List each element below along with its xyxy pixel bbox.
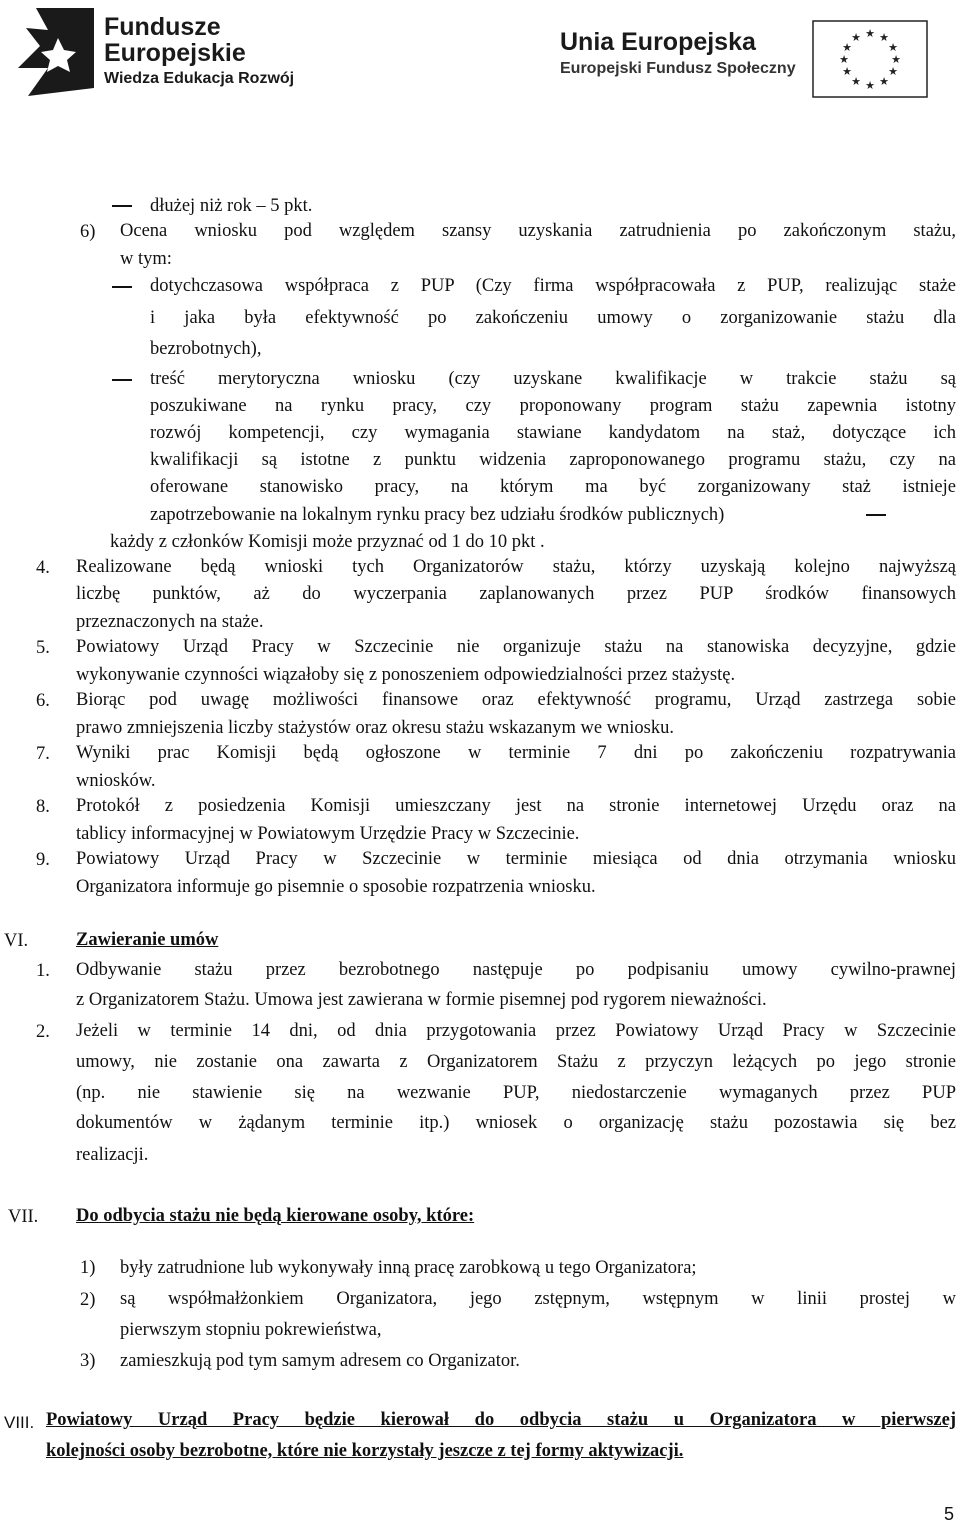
text-line: kwalifikacji są istotne z punktu widzenia zaproponowanego programu stażu, czy na xyxy=(150,450,956,470)
text-line: oferowane stanowisko pracy, na którym ma być zorganizowany staż istnieje xyxy=(150,477,956,497)
svg-text:★: ★ xyxy=(842,41,852,54)
svg-text:★: ★ xyxy=(888,41,898,54)
eu-flag-icon xyxy=(812,20,928,98)
text-line: rozwój kompetencji, czy wymagania stawiane kandydatom na staż, dotyczące ich xyxy=(150,423,956,443)
bullet-dash xyxy=(112,286,132,288)
text-line: przeznaczonych na staże. xyxy=(76,612,264,632)
text-line: Organizatora informuje go pisemnie o sposobie rozpatrzenia wniosku. xyxy=(76,877,596,897)
svg-text:★: ★ xyxy=(879,75,889,88)
svg-text:★: ★ xyxy=(842,65,852,78)
section-heading-line: kolejności osoby bezrobotne, które nie korzystały jeszcze z tej formy aktywizacji. xyxy=(46,1441,684,1461)
text-line: i jaka była efektywność po zakończeniu umowy o zorganizowanie stażu dla xyxy=(150,308,956,328)
text-line: (np. nie stawienie się na wezwanie PUP, niedostarczenie wymaganych przez PUP xyxy=(76,1083,956,1103)
fe-logo-line1: Fundusze xyxy=(104,13,221,41)
item-number: 8. xyxy=(36,797,50,817)
section-heading: Do odbycia stażu nie będą kierowane osoby, które: xyxy=(76,1206,475,1226)
text-line: wykonywanie czynności wiązałoby się z ponoszeniem odpowiedzialności przez stażystę. xyxy=(76,665,736,685)
text-line: realizacji. xyxy=(76,1145,149,1165)
text-line: Odbywanie stażu przez bezrobotnego następuje po podpisaniu umowy cywilno-prawnej xyxy=(76,960,956,980)
text-line: Protokół z posiedzenia Komisji umieszczany jest na stronie internetowej Urzędu oraz na xyxy=(76,796,956,816)
bullet-dash xyxy=(112,205,132,207)
ue-logo-line1: Unia Europejska xyxy=(560,28,756,56)
svg-text:★: ★ xyxy=(851,31,861,44)
text-line: zamieszkują pod tym samym adresem co Organizator. xyxy=(120,1351,520,1371)
text-line: liczbę punktów, aż do wyczerpania zaplanowanych przez PUP środków finansowych xyxy=(76,584,956,604)
unia-europejska-logo xyxy=(560,20,940,100)
page-number: 5 xyxy=(944,1504,955,1524)
bullet-dash xyxy=(866,514,886,516)
item-number: 9. xyxy=(36,850,50,870)
svg-text:★: ★ xyxy=(865,27,875,40)
svg-text:★: ★ xyxy=(865,79,875,92)
svg-text:★: ★ xyxy=(891,53,901,66)
section-number: VII. xyxy=(8,1207,39,1227)
text-line: Powiatowy Urząd Pracy w Szczecinie nie organizuje stażu na stanowiska decyzyjne, gdzie xyxy=(76,637,956,657)
item-number: 6. xyxy=(36,691,50,711)
list-number: 6) xyxy=(80,222,96,242)
bullet-dash xyxy=(112,379,132,381)
section-number: VIII. xyxy=(4,1413,35,1432)
svg-text:★: ★ xyxy=(851,75,861,88)
text-line: z Organizatorem Stażu. Umowa jest zawierana w formie pisemnej pod rygorem nieważności. xyxy=(76,990,767,1010)
fundusze-europejskie-logo xyxy=(18,8,318,98)
item-number: 2. xyxy=(36,1022,50,1042)
item-number: 4. xyxy=(36,558,50,578)
item-number: 7. xyxy=(36,744,50,764)
text-line: Powiatowy Urząd Pracy w Szczecinie w terminie miesiąca od dnia otrzymania wniosku xyxy=(76,849,956,869)
svg-text:★: ★ xyxy=(888,65,898,78)
fe-logo-line3: Wiedza Edukacja Rozwój xyxy=(104,70,295,87)
text-line: Ocena wniosku pod względem szansy uzyskania zatrudnienia po zakończonym stażu, xyxy=(120,221,956,241)
text-line: prawo zmniejszenia liczby stażystów oraz okresu stażu wskazanym we wniosku. xyxy=(76,718,674,738)
text-line: bezrobotnych), xyxy=(150,339,262,359)
text-line: pierwszym stopniu pokrewieństwa, xyxy=(120,1320,382,1340)
text-line: dokumentów w żądanym terminie itp.) wniosek o organizację stażu pozostawia się bez xyxy=(76,1113,956,1133)
text-line: Wyniki prac Komisji będą ogłoszone w terminie 7 dni po zakończeniu rozpatrywania xyxy=(76,743,956,763)
text-line: poszukiwane na rynku pracy, czy proponowany program stażu zapewnia istotny xyxy=(150,396,956,416)
text-line: zapotrzebowanie na lokalnym rynku pracy bez udziału środków publicznych) xyxy=(150,505,725,525)
section-heading-line: Powiatowy Urząd Pracy będzie kierował do odbycia stażu u Organizatora w pierwszej xyxy=(46,1410,956,1430)
text-line: dotychczasowa współpraca z PUP (Czy firma współpracowała z PUP, realizując staże xyxy=(150,276,956,296)
text-line: wniosków. xyxy=(76,771,156,791)
section-number: VI. xyxy=(4,931,29,951)
item-number: 5. xyxy=(36,638,50,658)
text-line: dłużej niż rok – 5 pkt. xyxy=(150,196,313,216)
fe-logo-line2: Europejskie xyxy=(104,39,246,67)
text-line: Realizowane będą wnioski tych Organizatorów stażu, którzy uzyskają kolejno najwyższą xyxy=(76,557,956,577)
text-line: każdy z członków Komisji może przyznać od 1 do 10 pkt . xyxy=(110,532,545,552)
ue-logo-line2: Europejski Fundusz Społeczny xyxy=(560,60,796,77)
svg-text:★: ★ xyxy=(879,31,889,44)
item-number: 1. xyxy=(36,961,50,981)
text-line: Biorąc pod uwagę możliwości finansowe oraz efektywność programu, Urząd zastrzega sobie xyxy=(76,690,956,710)
svg-text:★: ★ xyxy=(839,53,849,66)
text-line: tablicy informacyjnej w Powiatowym Urzędzie Pracy w Szczecinie. xyxy=(76,824,580,844)
text-line: umowy, nie zostanie ona zawarta z Organizatorem Stażu z przyczyn leżących po jego stronie xyxy=(76,1052,956,1072)
list-number: 2) xyxy=(80,1290,96,1310)
section-heading: Zawieranie umów xyxy=(76,930,219,950)
text-line: treść merytoryczna wniosku (czy uzyskane kwalifikacje w trakcie stażu są xyxy=(150,369,956,389)
fe-star-icon xyxy=(18,8,98,96)
text-line: są współmałżonkiem Organizatora, jego zstępnym, wstępnym w linii prostej w xyxy=(120,1289,956,1309)
text-line: w tym: xyxy=(120,249,172,269)
text-line: były zatrudnione lub wykonywały inną pracę zarobkową u tego Organizatora; xyxy=(120,1258,697,1278)
list-number: 1) xyxy=(80,1258,96,1278)
list-number: 3) xyxy=(80,1351,96,1371)
text-line: Jeżeli w terminie 14 dni, od dnia przygotowania przez Powiatowy Urząd Pracy w Szczecinie xyxy=(76,1021,956,1041)
